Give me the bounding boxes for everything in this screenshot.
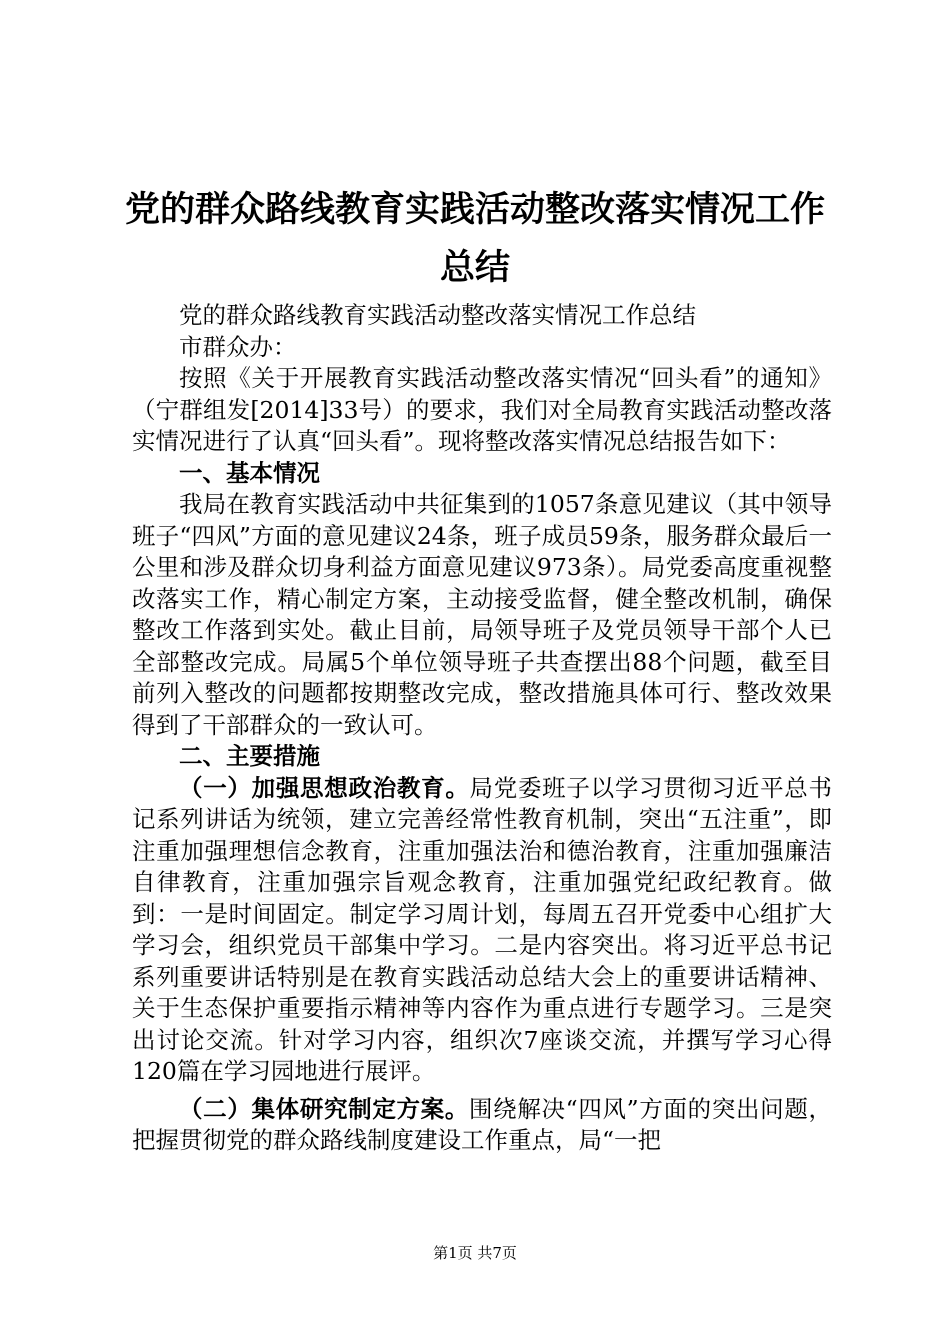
item-1-paragraph	[132, 773, 832, 1088]
item-1-body: 局党委班子以学习贯彻习近平总书记系列讲话为统领，建立完善经常性教育机制，突出“五注重”，即注重加强理想信念教育，注重加强法治和德治教育，注重加强廉洁自律教育，注重加强宗旨观念教育，注重加强党纪政纪教育。做到：一是时间固定。制定学习周计划，每周五召开党委中心组扩大学习会，组织党员干部集中学习。二是内容突出。将习近平总书记系列重要讲话特别是在教育实践活动总结大会上的重要讲话精神、关于生态保护重要指示精神等内容作为重点进行专题学习。三是突出讨论交流。针对学习内容，组织次7座谈交流，并撰写学习心得120篇在学习园地进行展评。	[132, 773, 833, 1085]
item-1-heading: （一）加强思想政治教育。	[179, 773, 470, 802]
item-2-body: 围绕解决“四风”方面的突出问题，把握贯彻党的群众路线制度建设工作重点，局“一把	[132, 1094, 833, 1154]
document-title-line-1: 党的群众路线教育实践活动整改落实情况工作	[124, 190, 825, 230]
section-1-paragraph: 我局在教育实践活动中共征集到的1057条意见建议（其中领导班子“四风”方面的意见建议24条，班子成员59条，服务群众最后一公里和涉及群众切身利益方面意见建议973条）。局党委高度重视整改落实工作，精心制定方案，主动接受监督，健全整改机制，确保整改工作落到实处。截止目前，局领导班子及党员领导干部个人已全部整改完成。局属5个单位领导班子共查摆出88个问题，截至目前列入整改的问题都按期整改完成，整改措施具体可行、整改效果得到了干部群众的一致认可。	[132, 490, 832, 739]
section-1-heading: 一、基本情况	[179, 458, 320, 487]
item-2-heading: （二）集体研究制定方案。	[179, 1094, 469, 1123]
document-body	[132, 300, 832, 1157]
subtitle-paragraph: 党的群众路线教育实践活动整改落实情况工作总结	[179, 301, 696, 329]
section-2-heading: 二、主要措施	[179, 742, 320, 770]
document-title-line-2: 总结	[439, 248, 510, 288]
item-2-paragraph	[132, 1094, 832, 1157]
intro-paragraph: 按照《关于开展教育实践活动整改落实情况“回头看”的通知》（宁群组发[2014]33号）的要求，我们对全局教育实践活动整改落实情况进行了认真“回头看”。现将整改落实情况总结报告如下：	[132, 364, 832, 455]
page-number-footer: 第1页 共7页	[433, 1244, 517, 1262]
author-line: 市群众办：	[179, 332, 297, 361]
